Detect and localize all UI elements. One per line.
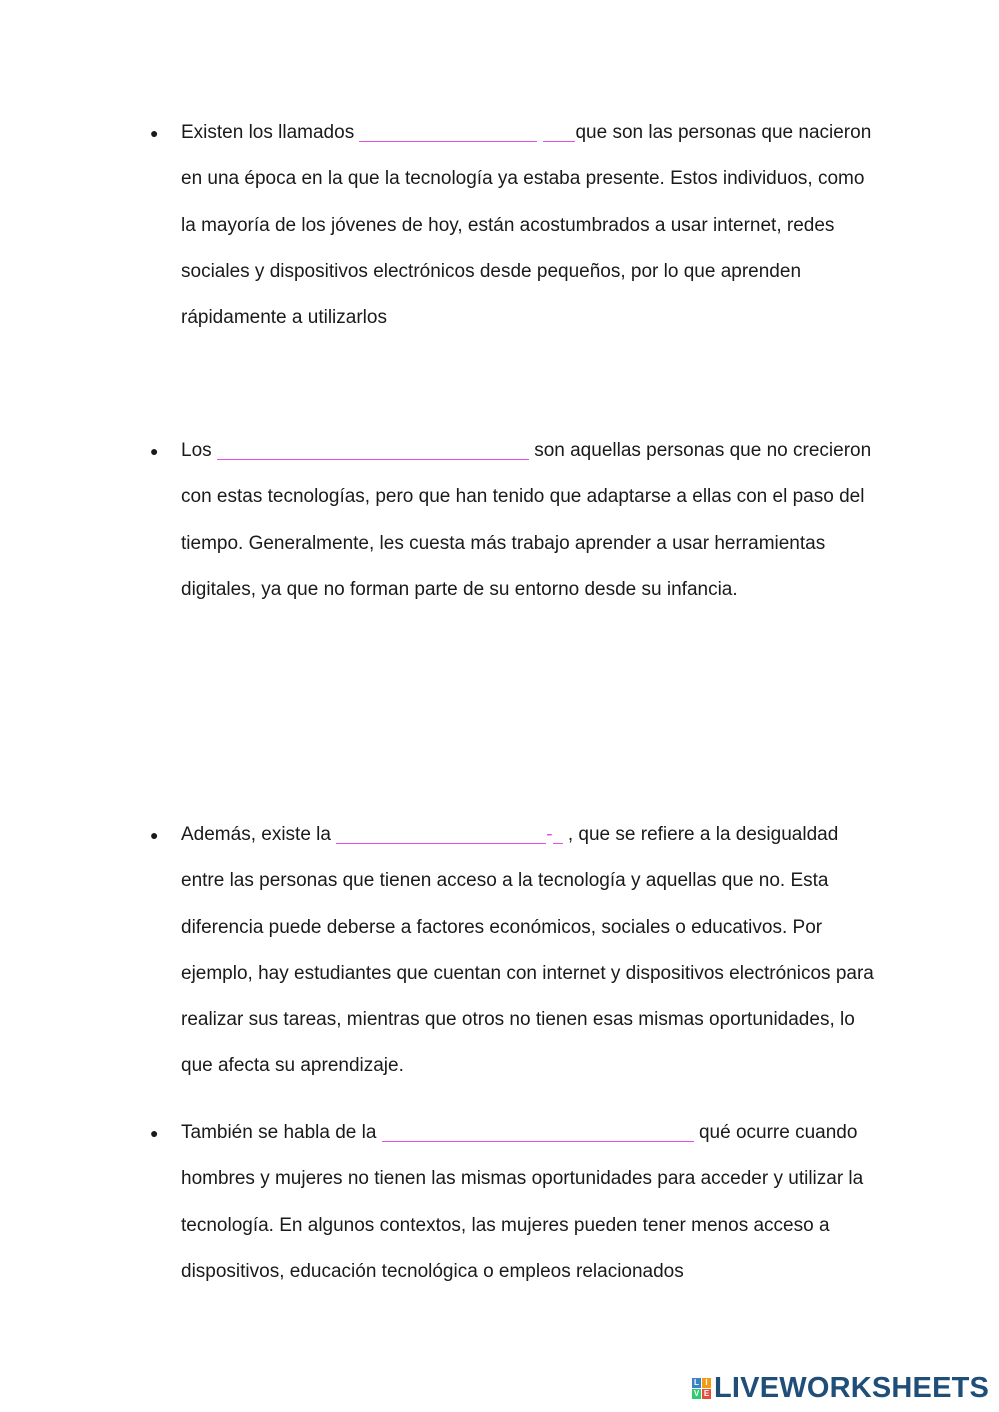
text-before: También se habla de la xyxy=(181,1122,377,1143)
text-after: , que se refiere a la desigualdad xyxy=(567,824,839,845)
paragraph xyxy=(181,812,880,1090)
bullet-icon: ● xyxy=(150,443,159,459)
list-item xyxy=(150,1110,880,1295)
blank-dash: - xyxy=(546,824,553,845)
answer-blank[interactable] xyxy=(217,443,529,460)
logo-mark-icon: L I V E xyxy=(693,1377,710,1398)
bullet-icon: ● xyxy=(150,125,159,141)
logo-text: LIVEWORKSHEETS xyxy=(714,1371,990,1404)
bullet-icon: ● xyxy=(150,1125,159,1141)
text-rest: crecieron con estas tecnologías, pero que han tenido que adaptarse a ellas con el paso del tiempo. Generalmente, les cuesta más trabajo aprender a usar herramientas digitales, ya que no forman parte de su entorno desde su infancia. xyxy=(181,440,872,600)
text-rest: cuando hombres y mujeres no tienen las mismas oportunidades para acceder y utilizar la tecnología. En algunos contextos, las mujeres pueden tener menos acceso a dispositivos, educación tecnológica o empleos relacionados xyxy=(181,1122,864,1282)
bullet-icon: ● xyxy=(150,827,159,843)
answer-blank[interactable] xyxy=(382,1125,694,1142)
paragraph xyxy=(181,1110,880,1295)
paragraph xyxy=(181,110,880,341)
text-after: qué ocurre xyxy=(698,1122,790,1143)
text-after: que son las personas que xyxy=(575,122,794,143)
text-rest: entre las personas que tienen acceso a la tecnología y aquellas que no. Esta diferencia puede deberse a factores económicos, sociales o educativos. Por ejemplo, hay estudiantes que cuentan con internet y dispositivos electrónicos para realizar sus tareas, mientras que otros no tienen esas mismas oportunidades, lo que afecta su aprendizaje. xyxy=(181,870,874,1077)
answer-blank[interactable] xyxy=(359,125,537,142)
text-rest: nacieron en una época en la que la tecnología ya estaba presente. Estos individuos, como la mayoría de los jóvenes de hoy, están acostumbrados a usar internet, redes sociales y dispositivos electrónicos desde pequeños, por lo que aprenden rápidamente a utilizarlos xyxy=(181,122,872,329)
answer-blank-2[interactable] xyxy=(553,827,563,844)
text-after: son aquellas personas que no xyxy=(534,440,788,461)
answer-blank-2[interactable] xyxy=(543,125,575,142)
list-item xyxy=(150,428,880,613)
list-item xyxy=(150,110,880,341)
paragraph xyxy=(181,428,880,613)
liveworksheets-logo xyxy=(692,1368,989,1408)
answer-blank[interactable] xyxy=(336,827,546,844)
list-item xyxy=(150,812,880,1090)
text-before: Los xyxy=(181,440,212,461)
text-before: Existen los llamados xyxy=(181,122,355,143)
text-before: Además, existe la xyxy=(181,824,331,845)
